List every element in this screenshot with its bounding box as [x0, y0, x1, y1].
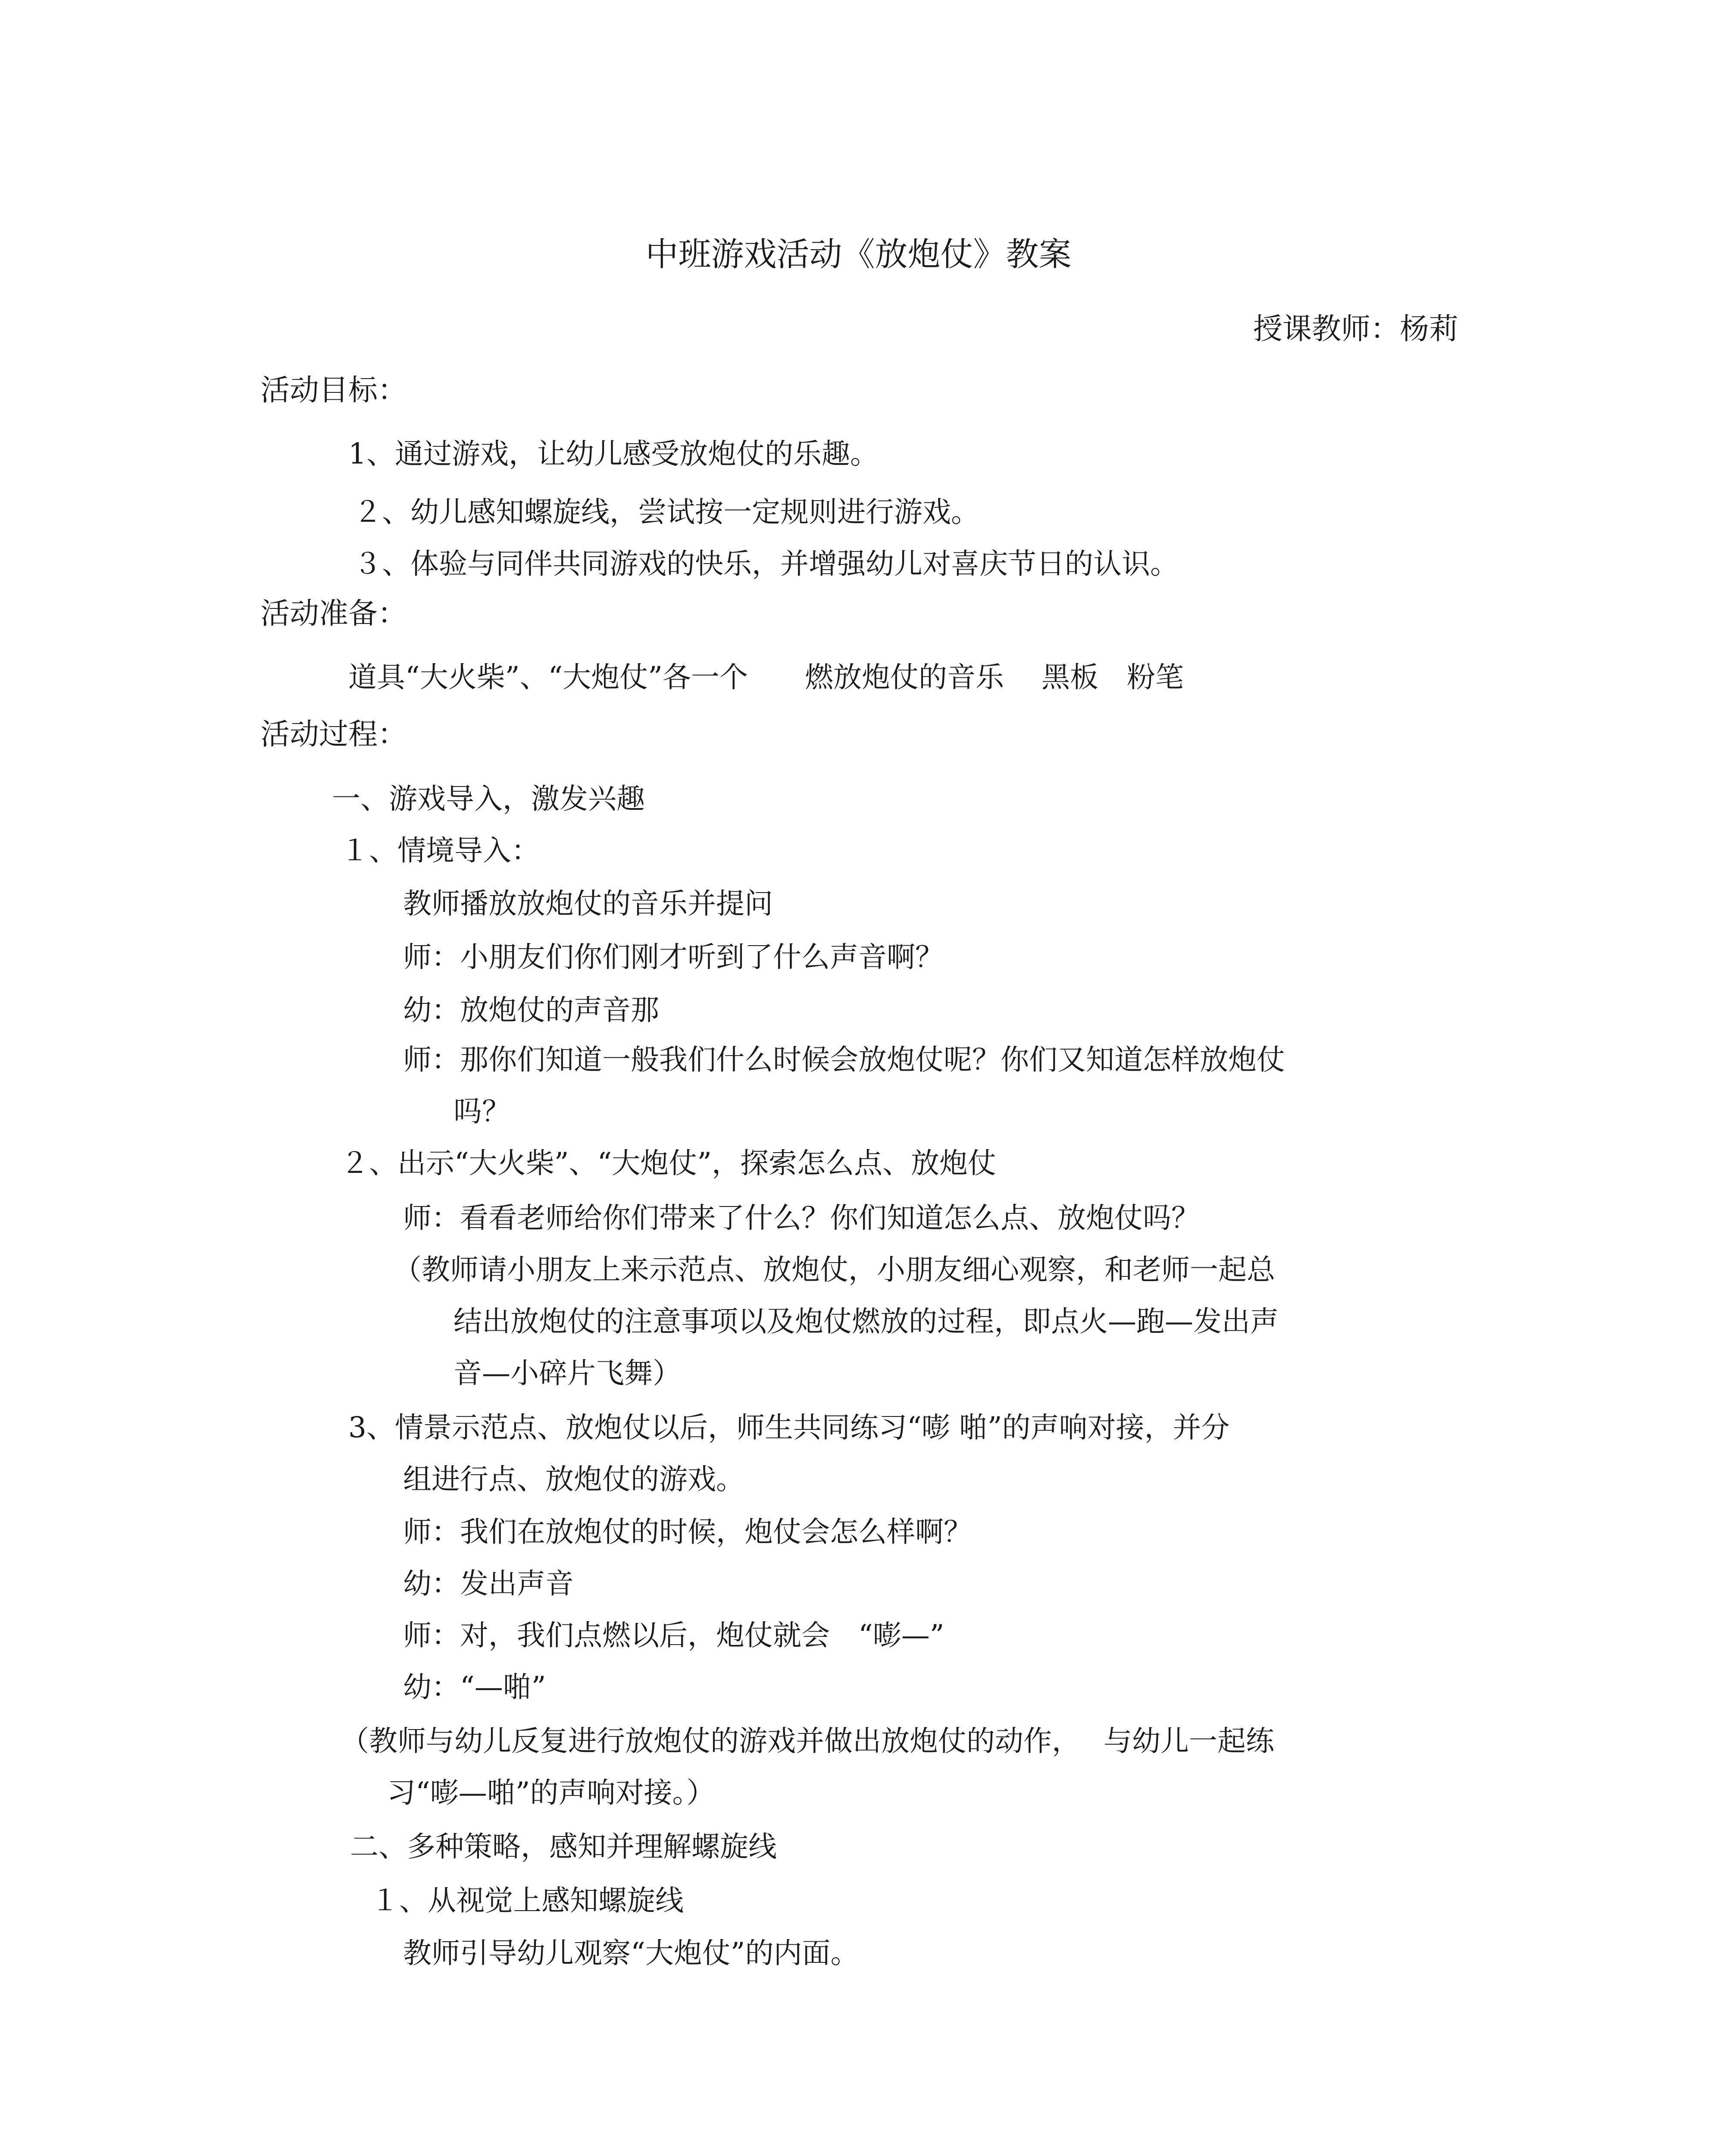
process-line: 师：对，我们点燃以后，炮仗就会 “嘭—” — [403, 1619, 945, 1652]
process-subheading: 一、游戏导入，激发兴趣 — [332, 782, 645, 815]
process-line: 教师引导幼儿观察“大炮仗”的内面。 — [403, 1937, 859, 1970]
document-title: 中班游戏活动《放炮仗》教案 — [645, 235, 1072, 273]
process-line: （教师请小朋友上来示范点、放炮仗，小朋友细心观察，和老师一起总 — [393, 1253, 1275, 1286]
process-line: 习“嘭—啪”的声响对接。） — [387, 1776, 715, 1809]
process-line: （教师与幼儿反复进行放炮仗的游戏并做出放炮仗的动作， 与幼儿一起练 — [341, 1724, 1274, 1758]
process-line: 幼：“—啪” — [403, 1670, 546, 1704]
process-line: 吗？ — [453, 1095, 510, 1128]
process-line: 音—小碎片飞舞） — [453, 1357, 681, 1390]
process-step: １、从视觉上感知螺旋线 — [371, 1884, 684, 1917]
preparation-text: 道具“大火柴”、“大炮仗”各一个 燃放炮仗的音乐 黑板 粉笔 — [348, 661, 1184, 694]
process-line: 幼：放炮仗的声音那 — [403, 993, 659, 1027]
process-line: 教师播放放炮仗的音乐并提问 — [403, 887, 773, 920]
goal-item: ２、幼儿感知螺旋线，尝试按一定规则进行游戏。 — [353, 495, 979, 529]
process-line: 师：那你们知道一般我们什么时候会放炮仗呢？你们又知道怎样放炮仗 — [403, 1043, 1285, 1076]
preparation-heading: 活动准备： — [260, 597, 407, 631]
process-line: 组进行点、放炮仗的游戏。 — [403, 1463, 744, 1496]
goal-item: 1、通过游戏，让幼儿感受放炮仗的乐趣。 — [348, 437, 879, 470]
process-step: ２、出示“大火柴”、“大炮仗”，探索怎么点、放炮仗 — [341, 1147, 996, 1180]
process-subheading: 二、多种策略，感知并理解螺旋线 — [350, 1830, 777, 1863]
process-line: 师：我们在放炮仗的时候，炮仗会怎么样啊？ — [403, 1515, 972, 1548]
process-step: 3、情景示范点、放炮仗以后，师生共同练习“嘭 啪”的声响对接，并分 — [348, 1411, 1230, 1444]
goals-heading: 活动目标： — [260, 373, 407, 407]
author-line: 授课教师：杨莉 — [1253, 312, 1458, 346]
process-heading: 活动过程： — [260, 718, 407, 752]
goal-item: ３、体验与同伴共同游戏的快乐，并增强幼儿对喜庆节日的认识。 — [353, 547, 1179, 580]
process-line: 师：看看老师给你们带来了什么？你们知道怎么点、放炮仗吗？ — [403, 1201, 1200, 1235]
process-step: １、情境导入： — [341, 834, 540, 867]
process-line: 师：小朋友们你们刚才听到了什么声音啊？ — [403, 940, 944, 974]
process-line: 结出放炮仗的注意事项以及炮仗燃放的过程，即点火—跑—发出声 — [453, 1305, 1279, 1338]
process-line: 幼：发出声音 — [403, 1567, 574, 1600]
